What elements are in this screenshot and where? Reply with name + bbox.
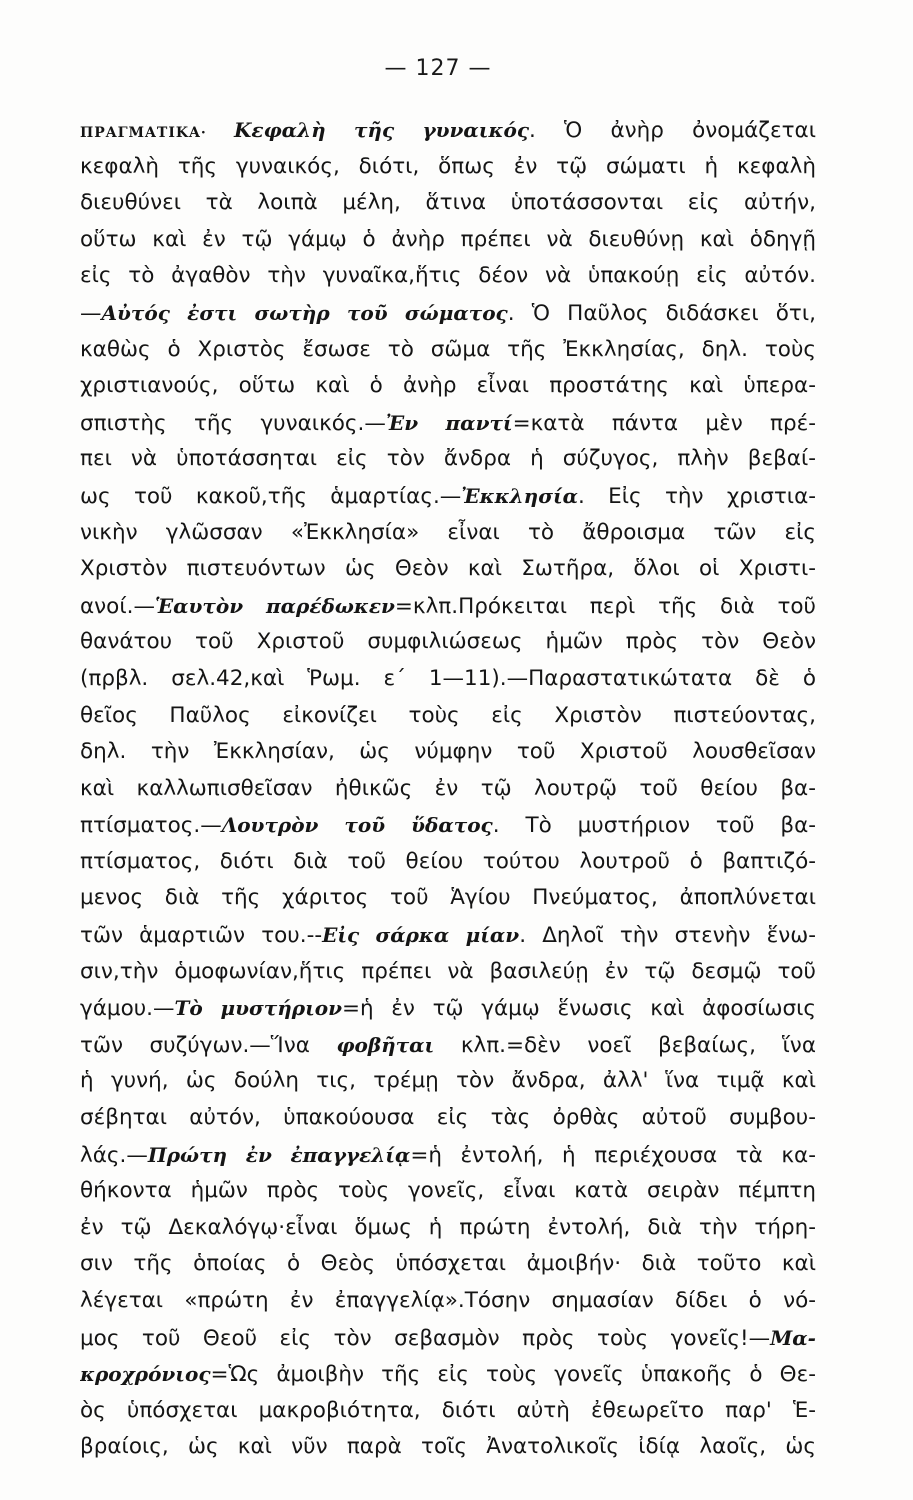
text-line	[80, 1283, 816, 1320]
text-run: τῶν συζύγων.—Ἵνα	[80, 1032, 337, 1058]
section-label: ΠΡΑΓΜΑΤΙΚΑ·	[80, 125, 235, 141]
text-line	[80, 368, 816, 405]
text-line	[80, 954, 816, 991]
text-run: . Ὁ Παῦλος διδάσκει ὅτι,	[507, 300, 816, 326]
text-run: κλπ.=δὲν νοεῖ βεβαίως, ἵνα	[434, 1032, 816, 1058]
text-line	[80, 880, 816, 917]
text-line	[80, 478, 816, 515]
text-line	[80, 1429, 816, 1466]
text-line	[80, 295, 816, 332]
text-run: πει νὰ ὑποτάσσηται εἰς τὸν ἄνδρα ἡ σύζυγος, πλὴν βεβαί-	[80, 446, 816, 472]
keyword-term: φοβῆται	[336, 1032, 435, 1057]
text-run: διευθύνει τὰ λοιπὰ μέλη, ἅτινα ὑποτάσσονται εἰς αὐτήν,	[80, 190, 816, 216]
text-run: . Τὸ μυστήριον τοῦ βα-	[492, 813, 816, 839]
keyword-term: κροχρόνιος	[80, 1362, 211, 1387]
text-line	[80, 844, 816, 881]
text-run: Χριστὸν πιστευόντων ὡς Θεὸν καὶ Σωτῆρα, ὅλοι οἱ Χριστι-	[80, 556, 816, 582]
text-line	[80, 332, 816, 369]
text-run: ἐν τῷ Δεκαλόγῳ·εἶναι ὅμως ἡ πρώτη ἐντολή, διὰ τὴν τήρη-	[80, 1214, 816, 1240]
text-line	[80, 771, 816, 808]
text-line	[80, 551, 816, 588]
text-line	[80, 588, 816, 625]
text-run: =Ὡς ἀμοιβὴν τῆς εἰς τοὺς γονεῖς ὑπακοῆς ὁ Θε-	[210, 1362, 816, 1388]
text-line	[80, 1210, 816, 1247]
text-run: δηλ. τὴν Ἐκκλησίαν, ὡς νύμφην τοῦ Χριστοῦ λουσθεῖσαν	[80, 739, 816, 765]
text-line	[80, 624, 816, 661]
text-line	[80, 258, 816, 295]
keyword-term: Κεφαλὴ τῆς γυναικός	[234, 118, 529, 142]
text-line	[80, 1137, 816, 1174]
text-run: μενος διὰ τῆς χάριτος τοῦ Ἁγίου Πνεύματος, ἀποπλύνεται	[80, 885, 816, 911]
text-line	[80, 990, 816, 1027]
keyword-term: Ἐκκλησία	[461, 483, 579, 508]
text-line	[80, 1173, 816, 1210]
text-run: πτίσματος.—	[80, 813, 222, 839]
text-line	[80, 149, 816, 186]
text-run: μος τοῦ Θεοῦ εἰς τὸν σεβασμὸν πρὸς τοὺς γονεῖς!—	[80, 1325, 771, 1351]
text-run: =ἡ ἐντολή, ἡ περιέχουσα τὰ κα-	[410, 1142, 816, 1168]
text-line	[80, 1393, 816, 1430]
text-line	[80, 917, 816, 954]
text-line	[80, 1027, 816, 1064]
keyword-term: Ἑαυτὸν παρέδωκεν	[154, 593, 395, 618]
text-line	[80, 185, 816, 222]
text-line	[80, 698, 816, 735]
text-run: (πρβλ. σελ.42,καὶ Ῥωμ. ε΄ 1—11).—Παραστατικώτατα δὲ ὁ	[80, 665, 816, 691]
text-line	[80, 112, 816, 149]
text-run: οὕτω καὶ ἐν τῷ γάμῳ ὁ ἀνὴρ πρέπει νὰ διευθύνῃ καὶ ὁδηγῇ	[80, 226, 816, 252]
page-number: — 127 —	[384, 56, 492, 81]
text-run: τῶν ἁμαρτιῶν του.--	[80, 923, 323, 949]
text-run: ως τοῦ κακοῦ,τῆς ἁμαρτίας.—	[80, 483, 462, 509]
text-line	[80, 661, 816, 698]
text-run: καὶ καλλωπισθεῖσαν ἠθικῶς ἐν τῷ λουτρῷ τοῦ θείου βα-	[80, 775, 816, 801]
text-run: χριστιανούς, οὕτω καὶ ὁ ἀνὴρ εἶναι προστάτης καὶ ὑπερα-	[80, 373, 816, 399]
text-line	[80, 1356, 816, 1393]
text-line	[80, 1100, 816, 1137]
text-line	[80, 1320, 816, 1357]
text-run: σιν τῆς ὁποίας ὁ Θεὸς ὑπόσχεται ἀμοιβήν· διὰ τοῦτο καὶ	[80, 1251, 816, 1277]
keyword-term: Εἰς σάρκα μίαν	[322, 923, 520, 948]
text-run: βραίοις, ὡς καὶ νῦν παρὰ τοῖς Ἀνατολικοῖς ἰδίᾳ λαοῖς, ὡς	[80, 1434, 816, 1460]
text-run: ὸς ὑπόσχεται μακροβιότητα, διότι αὐτὴ ἐθεωρεῖτο παρ' Ἑ-	[80, 1397, 816, 1423]
commentary-text	[80, 112, 816, 1466]
text-line	[80, 807, 816, 844]
text-run: πτίσματος, διότι διὰ τοῦ θείου τούτου λουτροῦ ὁ βαπτιζό-	[80, 848, 816, 874]
text-run: λέγεται «πρώτη ἐν ἐπαγγελίᾳ».Τόσην σημασίαν δίδει ὁ νό-	[80, 1288, 816, 1313]
text-run: λάς.—	[80, 1142, 148, 1168]
text-run: θεῖος Παῦλος εἰκονίζει τοὺς εἰς Χριστὸν πιστεύοντας,	[80, 702, 816, 728]
keyword-term: Πρώτη ἐν ἐπαγγελίᾳ	[147, 1142, 411, 1167]
text-run: γάμου.—	[80, 996, 175, 1022]
keyword-term: Λουτρὸν τοῦ ὕδατος	[221, 813, 493, 838]
keyword-term: Ἐν παντί	[385, 410, 513, 435]
keyword-term: Αὐτός ἐστι σωτὴρ τοῦ σώματος	[101, 300, 508, 325]
text-run: θανάτου τοῦ Χριστοῦ συμφιλιώσεως ἡμῶν πρὸς τὸν Θεὸν	[80, 629, 816, 655]
text-run: θήκοντα ἡμῶν πρὸς τοὺς γονεῖς, εἶναι κατὰ σειρὰν πέμπτη	[80, 1178, 816, 1204]
text-run: καθὼς ὁ Χριστὸς ἔσωσε τὸ σῶμα τῆς Ἐκκλησίας, δηλ. τοὺς	[80, 336, 816, 362]
text-line	[80, 734, 816, 771]
text-run: =ἡ ἐν τῷ γάμῳ ἕνωσις καὶ ἀφοσίωσις	[342, 996, 816, 1022]
keyword-term: Τὸ μυστήριον	[174, 996, 342, 1021]
text-run: εἰς τὸ ἀγαθὸν τὴν γυναῖκα,ἥτις δέον νὰ ὑπακούῃ εἰς αὐτόν.	[80, 263, 816, 289]
text-run: =κατὰ πάντα μὲν πρέ-	[512, 410, 816, 436]
text-line	[80, 405, 816, 442]
text-run: ανοί.—	[80, 593, 155, 619]
text-line	[80, 222, 816, 259]
text-run: . Ὁ ἀνὴρ ὀνομάζεται	[529, 118, 816, 143]
text-line	[80, 1246, 816, 1283]
text-run: ἡ γυνή, ὡς δούλη τις, τρέμῃ τὸν ἄνδρα, ἀλλ' ἵνα τιμᾷ καὶ	[80, 1068, 816, 1094]
text-run: . Εἰς τὴν χριστια-	[578, 483, 816, 509]
text-line	[80, 1063, 816, 1100]
text-run: σέβηται αὐτόν, ὑπακούουσα εἰς τὰς ὀρθὰς αὐτοῦ συμβου-	[80, 1105, 816, 1131]
text-line	[80, 515, 816, 552]
text-run: σπιστὴς τῆς γυναικός.—	[80, 410, 386, 436]
text-line	[80, 441, 816, 478]
text-run: =κλπ.Πρόκειται περὶ τῆς διὰ τοῦ	[394, 593, 816, 619]
text-run: —	[80, 300, 102, 326]
text-run: σιν,τὴν ὁμοφωνίαν,ἥτις πρέπει νὰ βασιλεύῃ ἐν τῷ δεσμῷ τοῦ	[80, 958, 816, 984]
text-run: νικὴν γλῶσσαν «Ἐκκλησία» εἶναι τὸ ἄθροισμα τῶν εἰς	[80, 519, 816, 545]
text-run: . Δηλοῖ τὴν στενὴν ἕνω-	[519, 923, 816, 949]
keyword-term: Μα-	[770, 1325, 816, 1350]
text-run: κεφαλὴ τῆς γυναικός, διότι, ὅπως ἐν τῷ σώματι ἡ κεφαλὴ	[80, 153, 816, 179]
